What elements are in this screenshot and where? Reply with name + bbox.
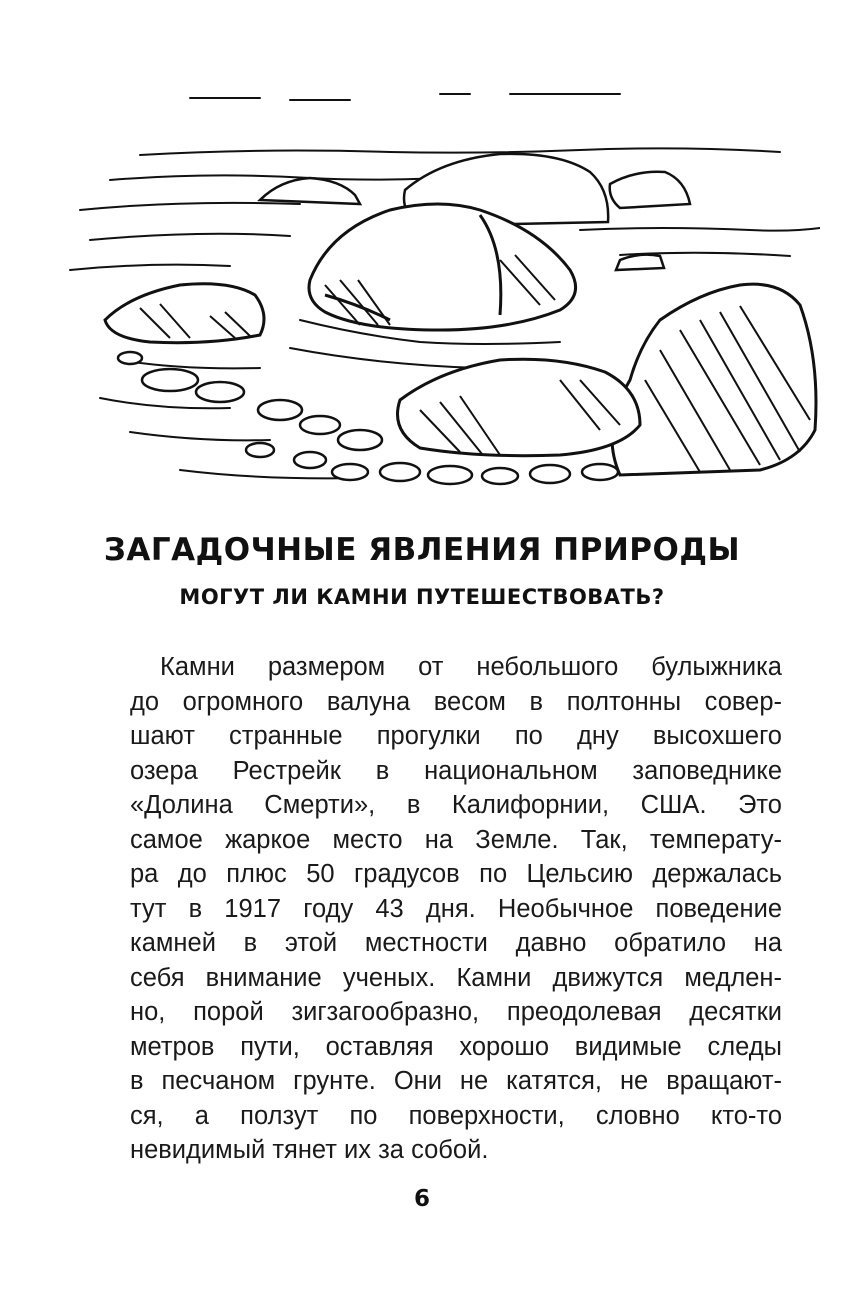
paragraph-line: невидимый тянет их за собой. bbox=[130, 1136, 489, 1164]
page-title: ЗАГАДОЧНЫЕ ЯВЛЕНИЯ ПРИРОДЫ bbox=[103, 532, 741, 568]
paragraph-line: но, порой зигзагообразно, преодолевая десятки bbox=[130, 998, 782, 1026]
page-number: 6 bbox=[413, 1186, 430, 1212]
paragraph-line: шают странные прогулки по дну высохшего bbox=[130, 722, 782, 750]
paragraph-line: себя внимание ученых. Камни движутся медлен- bbox=[130, 963, 782, 992]
paragraph-line: самое жаркое место на Земле. Так, температу- bbox=[130, 825, 782, 854]
paragraph-line: Камни размером от небольшого булыжника bbox=[160, 653, 782, 681]
paragraph-line: тут в 1917 году 43 дня. Необычное поведение bbox=[130, 894, 782, 923]
paragraph-line: метров пути, оставляя хорошо видимые следы bbox=[130, 1032, 782, 1061]
paragraph-line: «Долина Смерти», в Калифорнии, США. Это bbox=[130, 791, 782, 819]
page-subtitle: МОГУТ ЛИ КАМНИ ПУТЕШЕСТВОВАТЬ? bbox=[179, 585, 665, 609]
paragraph-line: озера Рестрейк в национальном заповеднике bbox=[130, 756, 782, 785]
paragraph-line: ся, а ползут по поверхности, словно кто-то bbox=[130, 1101, 782, 1130]
paragraph-line: в песчаном грунте. Они не катятся, не вращают- bbox=[130, 1067, 782, 1095]
paragraph-line: до огромного валуна весом в полтонны совер- bbox=[130, 687, 782, 716]
rocks-in-water-icon bbox=[60, 80, 820, 500]
paragraph-line: ра до плюс 50 градусов по Цельсию держалась bbox=[130, 860, 782, 888]
body-paragraph bbox=[130, 650, 782, 1168]
paragraph-line: камней в этой местности давно обратило на bbox=[130, 929, 782, 957]
